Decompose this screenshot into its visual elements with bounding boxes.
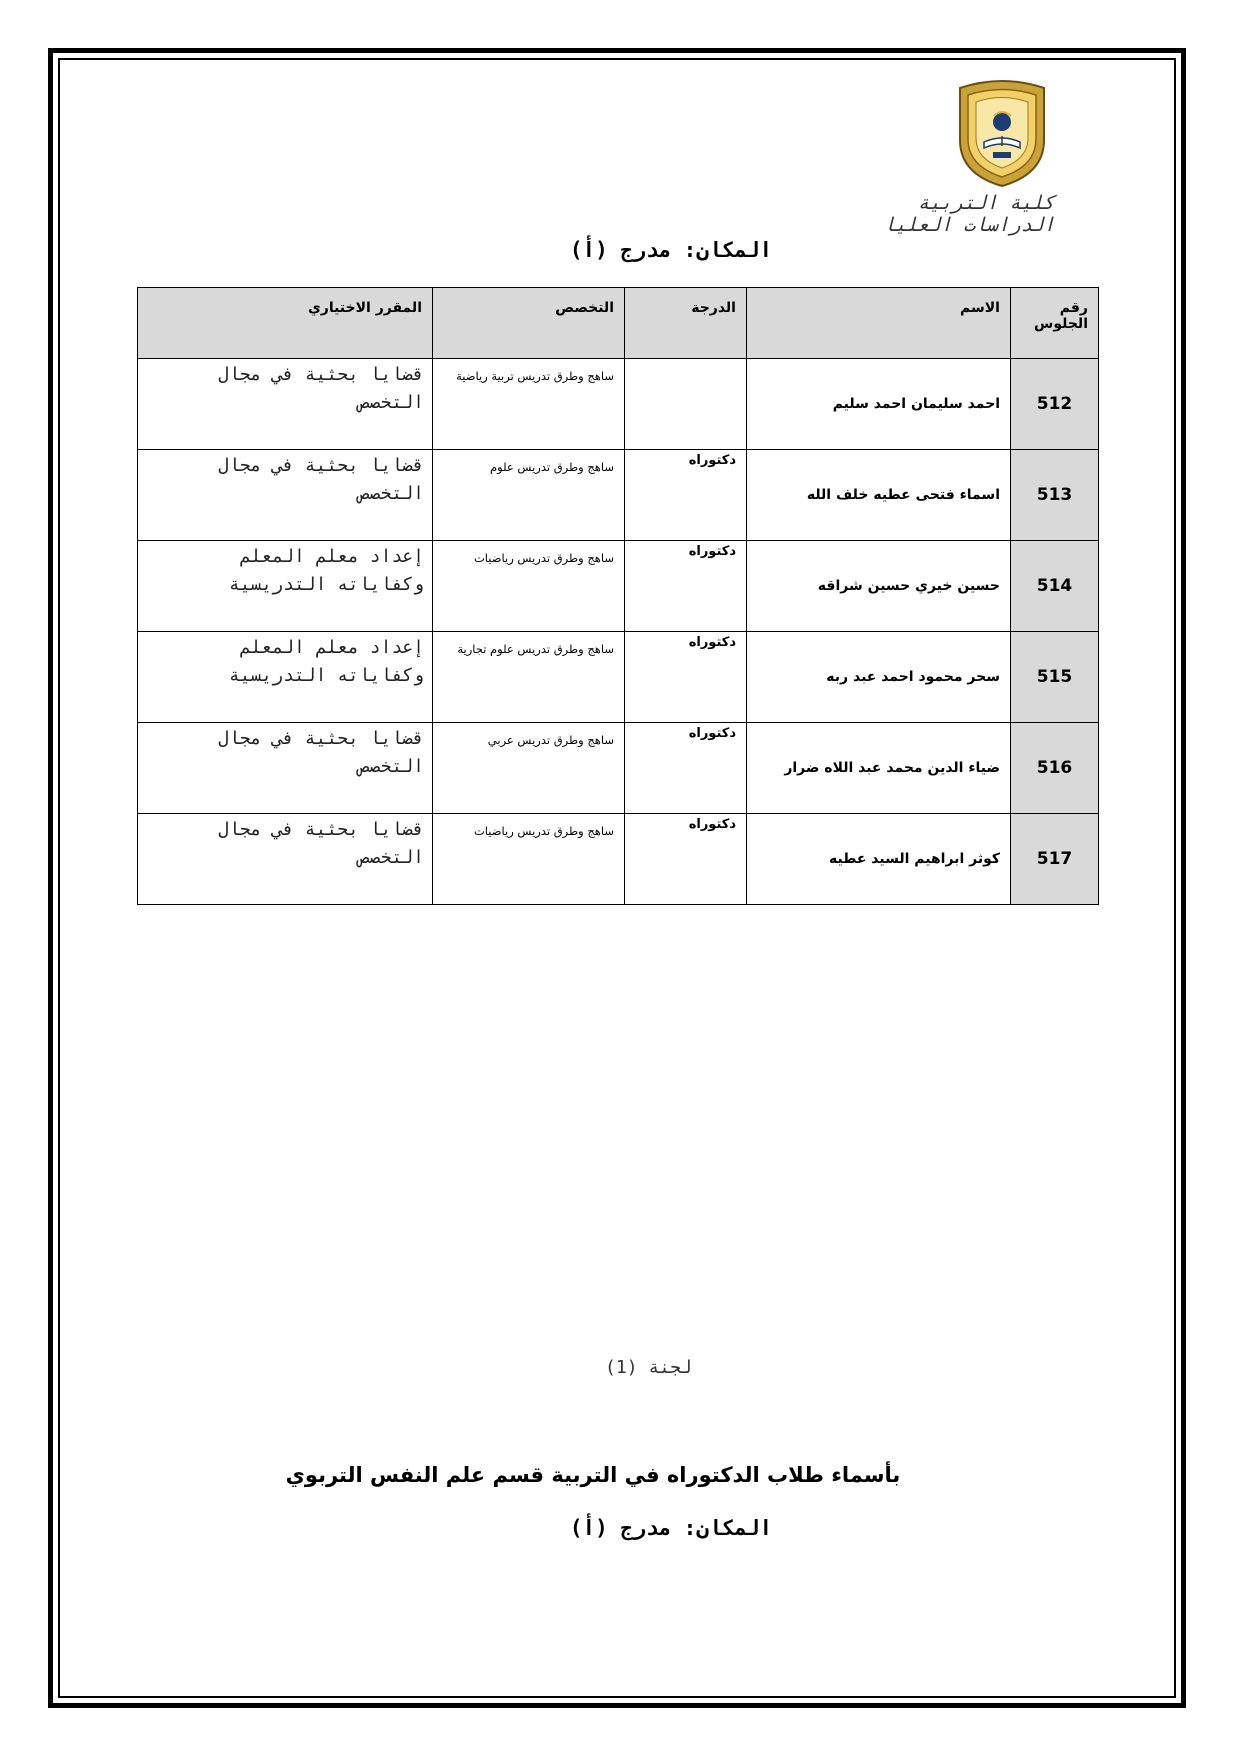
elective-course: قضايا بحثية في مجال التخصص [138,814,433,905]
degree: دكتوراه [625,541,747,632]
degree: دكتوراه [625,450,747,541]
degree [625,359,747,450]
student-name: احمد سليمان احمد سليم [747,359,1011,450]
specialization: ساهج وطرق تدريس رياضيات [433,814,625,905]
table-row [138,359,1099,450]
specialization: ساهج وطرق تدريس تربية رياضية [433,359,625,450]
student-name: حسين خيري حسين شراقه [747,541,1011,632]
seat-number: 517 [1011,814,1099,905]
col-header-specialization: التخصص [433,288,625,359]
postgraduate-label: الدراسات العليا [883,214,1055,236]
committee-label: لجنة (1) [605,1357,692,1378]
specialization: ساهج وطرق تدريس علوم تجارية [433,632,625,723]
venue-label: المكان: مدرج (أ) [569,1516,773,1540]
venue-label: المكان: مدرج (أ) [569,238,773,262]
student-name: كوثر ابراهيم السيد عطيه [747,814,1011,905]
elective-course: إعداد معلم المعلم وكفاياته التدريسية [138,632,433,723]
college-emblem-icon [954,78,1050,188]
specialization: ساهج وطرق تدريس عربي [433,723,625,814]
elective-course: إعداد معلم المعلم وكفاياته التدريسية [138,541,433,632]
college-name: كلية التربية [917,192,1055,214]
seat-number: 512 [1011,359,1099,450]
list-title: بأسماء طلاب الدكتوراه في التربية قسم علم النفس التربوي [285,1463,901,1487]
degree: دكتوراه [625,814,747,905]
table-row [138,450,1099,541]
specialization: ساهج وطرق تدريس رياضيات [433,541,625,632]
seat-number: 513 [1011,450,1099,541]
students-table [137,287,1099,905]
elective-course: قضايا بحثية في مجال التخصص [138,359,433,450]
student-name: اسماء فتحى عطيه خلف الله [747,450,1011,541]
elective-course: قضايا بحثية في مجال التخصص [138,723,433,814]
col-header-degree: الدرجة [625,288,747,359]
table-header-row [138,288,1099,359]
seat-number: 516 [1011,723,1099,814]
table-row [138,723,1099,814]
table-row [138,541,1099,632]
student-name: سحر محمود احمد عبد ربه [747,632,1011,723]
seat-number: 514 [1011,541,1099,632]
degree: دكتوراه [625,632,747,723]
student-name: ضياء الدين محمد عبد اللاه ضرار [747,723,1011,814]
seat-number: 515 [1011,632,1099,723]
table-row [138,632,1099,723]
specialization: ساهج وطرق تدريس علوم [433,450,625,541]
col-header-name: الاسم [747,288,1011,359]
table-row [138,814,1099,905]
degree: دكتوراه [625,723,747,814]
col-header-seat: رقم الجلوس [1011,288,1099,359]
elective-course: قضايا بحثية في مجال التخصص [138,450,433,541]
col-header-elective: المقرر الاختياري [138,288,433,359]
